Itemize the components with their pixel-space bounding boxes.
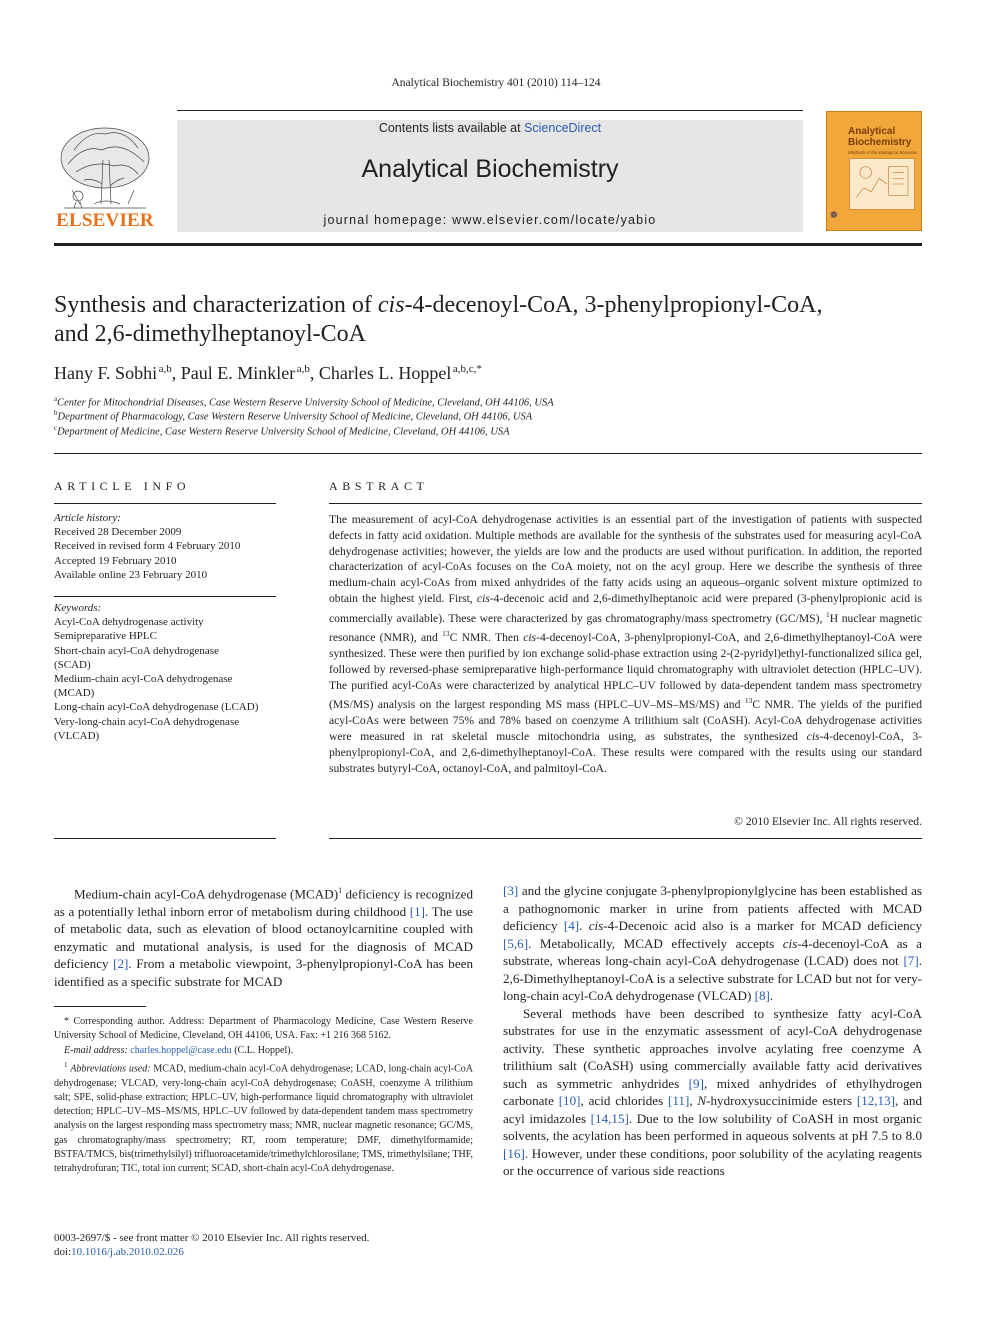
affil-text: Department of Pharmacology, Case Western Reserve University School of Medicine, Cleveland, OH 44106, USA bbox=[57, 411, 533, 423]
cover-title: Analytical Biochemistry bbox=[848, 126, 912, 148]
journal-name: Analytical Biochemistry bbox=[361, 155, 619, 183]
affil-mark: c bbox=[54, 424, 58, 432]
citation-link[interactable]: [8] bbox=[754, 988, 770, 1003]
affiliation-a bbox=[54, 395, 922, 409]
footnotes bbox=[54, 1015, 473, 1177]
keyword-item: (SCAD) bbox=[54, 658, 91, 671]
body-column-left bbox=[54, 882, 473, 990]
body-span: , acid chlorides bbox=[580, 1093, 668, 1108]
citation-link[interactable]: [5,6] bbox=[503, 935, 529, 951]
abstract-copyright: © 2010 Elsevier Inc. All rights reserved. bbox=[734, 815, 922, 828]
keyword-item: Very-long-chain acyl-CoA dehydrogenase bbox=[54, 715, 240, 728]
doi-prefix: doi: bbox=[54, 1246, 72, 1259]
title-part-3: and 2,6-dimethylheptanoyl-CoA bbox=[54, 321, 366, 347]
body-span: , and acyl imidazoles bbox=[503, 1093, 922, 1126]
abstract-heading: ABSTRACT bbox=[329, 479, 429, 493]
abstract-sup: 1 bbox=[826, 609, 830, 619]
footnote-mark: * bbox=[64, 1016, 69, 1027]
body-span: and the glycine conjugate 3-phenylpropionylglycine has been established as a pathognomonic marker in urine from patients affected with MCAD deficiency bbox=[503, 883, 922, 933]
body-span: deficiency is recognized as a potentially lethal inborn error of metabolism during childhood bbox=[54, 886, 473, 919]
body-span: -4-decenoyl-CoA as a substrate, whereas long-chain acyl-CoA dehydrogenase (LCAD) does not bbox=[503, 935, 922, 968]
body-span: -hydroxysuccinimide esters bbox=[706, 1093, 857, 1108]
footnote-mark: 1 bbox=[64, 1060, 68, 1069]
homepage-prefix: journal homepage: bbox=[323, 213, 453, 227]
history-item: Available online 23 February 2010 bbox=[54, 568, 208, 581]
abstract-text bbox=[329, 512, 922, 776]
keyword-item: Long-chain acyl-CoA dehydrogenase (LCAD) bbox=[54, 701, 259, 714]
abstract-end-rule bbox=[329, 838, 922, 839]
article-history bbox=[54, 511, 276, 582]
history-item: Received in revised form 4 February 2010 bbox=[54, 540, 241, 553]
citation-link[interactable]: [10] bbox=[558, 1093, 581, 1108]
sciencedirect-link[interactable]: ScienceDirect bbox=[524, 121, 602, 135]
abstract-span: C NMR. The yields of the purified acyl-CoAs were between 75% and 78% based on coenzyme A trilithium salt (CoASH). Acyl-CoA dehydrogenase activities were measured in rat skeletal muscle mitochondria using, as substrates, the synthesized bbox=[329, 698, 923, 743]
keyword-item: Medium-chain acyl-CoA dehydrogenase bbox=[54, 673, 233, 686]
running-head: Analytical Biochemistry 401 (2010) 114–124 bbox=[391, 77, 601, 89]
keyword-item: Semipreparative HPLC bbox=[54, 630, 157, 643]
abbr-label: Abbreviations used: bbox=[70, 1063, 151, 1075]
contents-prefix: Contents lists available at bbox=[378, 121, 525, 135]
abstract-italic: cis bbox=[523, 631, 537, 645]
footnote-abbreviations bbox=[54, 1058, 473, 1177]
citation-link[interactable]: [14,15] bbox=[590, 1110, 629, 1126]
body-span: , mixed anhydrides of ethylhydrogen carbonate bbox=[503, 1075, 922, 1108]
masthead-rule bbox=[54, 243, 922, 246]
author-affil-marks: a,b bbox=[158, 363, 172, 375]
top-rule bbox=[177, 110, 803, 111]
journal-homepage bbox=[177, 213, 803, 227]
body-paragraph bbox=[54, 882, 473, 990]
citation-link[interactable]: [1] bbox=[409, 903, 425, 919]
author-affil-marks: a,b bbox=[296, 363, 310, 375]
elsevier-logo-text: ELSEVIER bbox=[56, 210, 154, 231]
footnote-email bbox=[54, 1044, 473, 1058]
abstract-sup: 13 bbox=[744, 696, 753, 706]
article-info-rule bbox=[54, 503, 276, 504]
citation-link[interactable]: [4] bbox=[563, 918, 580, 933]
body-span: Several methods have been described to synthesize fatty acyl-CoA substrates for use in the enzymatic assessment of acyl-CoA dehydrogenase activity. These synthetic approaches involve acylating free coenzyme A trilithium salt (CoASH) using commercially available fatty acid derivatives such as symmetric anhydrides bbox=[503, 1005, 922, 1091]
citation-link[interactable]: [11] bbox=[667, 1093, 690, 1108]
body-span: . bbox=[769, 988, 774, 1003]
issn-line: 0003-2697/$ - see front matter © 2010 Elsevier Inc. All rights reserved. bbox=[54, 1232, 370, 1244]
keyword-item: Short-chain acyl-CoA dehydrogenase bbox=[54, 644, 219, 657]
footnote-text: (C.L. Hoppel). bbox=[231, 1044, 294, 1056]
author-name[interactable]: Paul E. Minkler bbox=[180, 363, 296, 383]
keyword-item: (VLCAD) bbox=[54, 729, 100, 742]
body-span: , bbox=[689, 1093, 698, 1108]
body-italic: N bbox=[697, 1093, 707, 1108]
doi-link[interactable]: 10.1016/j.ab.2010.02.026 bbox=[71, 1246, 184, 1259]
abstract-span: H nuclear magnetic resonance (NMR), and bbox=[329, 611, 922, 645]
keyword-item: (MCAD) bbox=[54, 687, 95, 700]
affil-text: Center for Mitochondrial Diseases, Case Western Reserve University School of Medicine, Cleveland, OH 44106, USA bbox=[57, 397, 554, 409]
body-paragraph bbox=[503, 1005, 922, 1180]
citation-link[interactable]: [7] bbox=[903, 953, 919, 968]
author-list bbox=[54, 363, 922, 384]
body-span: . 2,6-Dimethylheptanoyl-CoA is a selective substrate for LCAD but not for very-long-chain acyl-CoA dehydrogenase (VLCAD) bbox=[503, 953, 922, 1003]
abstract-span: -4-decenoyl-CoA, 3-phenylpropionyl-CoA, and 2,6-dimethylheptanoyl-CoA were synthesized. These were then purified by ion exchange solid-phase extraction using 2-(2-pyridyl)ethyl-functionalized silica gel, followed by reversed-phase semipreparative high-performance liquid chromatography with ultraviolet detection (HPLC–UV). The purified acyl-CoAs were characterized by analytical HPLC–UV followed by data-dependent tandem mass spectrometry (MS/MS) analysis on the largest responding MS mass (HPLC–UV–MS–MS/MS) and bbox=[329, 631, 922, 712]
affiliation-c bbox=[54, 424, 922, 438]
history-label: Article history: bbox=[54, 512, 121, 524]
keyword-item: Acyl-CoA dehydrogenase activity bbox=[54, 616, 204, 629]
body-span: . The use of metabolic data, such as elevation of blood octanoylcarnitine coupled with enzymatic and mutational analysis, is used for the diagnosis of MCAD deficiency bbox=[54, 903, 473, 972]
article-info-heading: ARTICLE INFO bbox=[54, 479, 191, 493]
affiliation-b bbox=[54, 409, 922, 423]
doi-line bbox=[54, 1245, 473, 1259]
body-span: Medium-chain acyl-CoA dehydrogenase (MCAD) bbox=[74, 886, 339, 902]
title-part-1: Synthesis and characterization of bbox=[54, 292, 378, 318]
affil-text: Department of Medicine, Case Western Reserve University School of Medicine, Cleveland, OH 44106, USA bbox=[57, 426, 510, 438]
author-name[interactable]: Charles L. Hoppel bbox=[318, 363, 452, 383]
affil-mark: b bbox=[54, 409, 58, 417]
abstract-italic: cis bbox=[806, 729, 820, 743]
footnote-ref[interactable]: 1 bbox=[338, 886, 343, 895]
abstract-span: -4-decenoic acid and 2,6-dimethylheptanoic acid were prepared (3-phenylpropionic acid is commercially available). These were characterized by gas chromatography/mass spectrometry (GC/MS), bbox=[329, 591, 923, 625]
email-link[interactable]: charles.hoppel@case.edu bbox=[130, 1044, 232, 1056]
body-span: . From a metabolic viewpoint, 3-phenylpropionyl-CoA has been identified as a specific substrate for MCAD bbox=[54, 956, 474, 989]
history-item: Received 28 December 2009 bbox=[54, 526, 182, 539]
author-sep: , bbox=[309, 363, 319, 383]
footnote-corresponding bbox=[54, 1015, 473, 1044]
affil-mark: a bbox=[54, 395, 58, 403]
citation-link[interactable]: [16] bbox=[503, 1145, 525, 1161]
citation-link[interactable]: [12,13] bbox=[856, 1093, 896, 1108]
author-sep: , bbox=[171, 363, 181, 383]
keywords bbox=[54, 601, 284, 743]
body-column-right bbox=[503, 882, 922, 1180]
body-span: . Due to the low solubility of CoASH in most organic solvents, the acylation has been performed in aqueous solvents at pH 7.5 to 8.0 bbox=[503, 1110, 922, 1143]
cover-emblem-icon: ❁ bbox=[830, 210, 838, 220]
abstract-italic: cis bbox=[476, 591, 490, 605]
keywords-rule bbox=[54, 838, 276, 839]
citation-link[interactable]: [2] bbox=[113, 956, 129, 972]
body-span: . Metabolically, MCAD effectively accepts bbox=[528, 935, 783, 951]
homepage-url-link[interactable]: www.elsevier.com/locate/yabio bbox=[452, 213, 657, 227]
footnote-text: Corresponding author. Address: Department of Pharmacology Medicine, Case Western Reserve University School of Medicine, Cleveland, OH 44106, USA. Fax: +1 216 368 5162. bbox=[54, 1016, 473, 1042]
citation-link[interactable]: [9] bbox=[688, 1075, 704, 1091]
article-title bbox=[54, 291, 922, 349]
abstract-span: -4-decenoyl-CoA, 3-phenylpropionyl-CoA, and 2,6-dimethylheptanoyl-CoA. These results were compared with the results using our standard substrates butyryl-CoA, octanoyl-CoA, and palmitoyl-CoA. bbox=[329, 729, 922, 775]
abstract-span: C NMR. Then bbox=[449, 631, 524, 645]
email-label: E-mail address: bbox=[64, 1044, 128, 1056]
abstract-span: The measurement of acyl-CoA dehydrogenase activities is an essential part of the investigation of patients with suspected defects in fatty acid oxidation. Multiple methods are available for the synthesis of the substrates used for measuring acyl-CoA dehydrogenase activities; however, the yields are low and the products are used without purification. In addition, the reported characterization of acyl-CoAs focuses on the CoA moiety, not on the acyl group. Here we describe the synthesis of three medium-chain acyl-CoAs from mixed anhydrides of the fatty acids using an aqueous–organic solvent mixture optimized to obtain the highest yield. First, bbox=[329, 513, 922, 605]
footnote-rule bbox=[54, 1006, 146, 1007]
body-span: . However, under these conditions, poor solubility of the acylating reagents or the occurrence of various side reactions bbox=[503, 1145, 922, 1178]
abstract-sup: 13 bbox=[442, 629, 450, 639]
author-affil-marks: a,b,c,* bbox=[452, 363, 482, 375]
body-italic: cis bbox=[782, 935, 798, 951]
history-rule bbox=[54, 596, 276, 597]
citation-link[interactable]: [3] bbox=[503, 883, 519, 898]
abstract-rule bbox=[329, 503, 922, 504]
title-part-2: -4-decenoyl-CoA, 3-phenylpropionyl-CoA, bbox=[404, 292, 823, 318]
body-span: . bbox=[579, 918, 589, 933]
body-italic: cis bbox=[588, 918, 604, 933]
cover-subtitle: Methods in the Biological Sciences bbox=[848, 150, 918, 155]
affiliation-rule bbox=[54, 453, 922, 454]
keywords-label: Keywords: bbox=[54, 602, 102, 614]
body-span: -4-Decenoic acid also is a marker for MCAD deficiency bbox=[603, 918, 923, 933]
contents-line bbox=[177, 121, 803, 135]
history-item: Accepted 19 February 2010 bbox=[54, 554, 177, 567]
cover-artwork bbox=[849, 158, 915, 210]
footnote-text: MCAD, medium-chain acyl-CoA dehydrogenase; LCAD, long-chain acyl-CoA dehydrogenase; VLCAD, very-long-chain acyl-CoA dehydrogenase; CoASH, coenzyme A trilithium salt; SPE, solid-phase extraction; HPLC–UV, high-performance liquid chromatography with ultraviolet detection; HPLC–UV–MS–MS/MS, HPLC–UV followed by data-dependent tandem mass spectrometry analysis on the largest responding mass spectrometry mass; NMR, nuclear magnetic resonance; GC/MS, gas chromatography/mass spectrometry; RT, room temperature; DMF, dimethylformamide; BSTFA/TMCS, bis(trimethylsilyl) trifluoroacetamide/trimethylchlorosilane; TMS, trimethylsilane; THF, tetrahydrofuran; TIC, total ion current; SCAD, short-chain acyl-CoA dehydrogenase. bbox=[54, 1063, 473, 1175]
author-name[interactable]: Hany F. Sobhi bbox=[54, 363, 158, 383]
issn-doi bbox=[54, 1231, 473, 1260]
title-italic: cis bbox=[377, 292, 405, 318]
body-paragraph-continued bbox=[503, 882, 922, 1005]
